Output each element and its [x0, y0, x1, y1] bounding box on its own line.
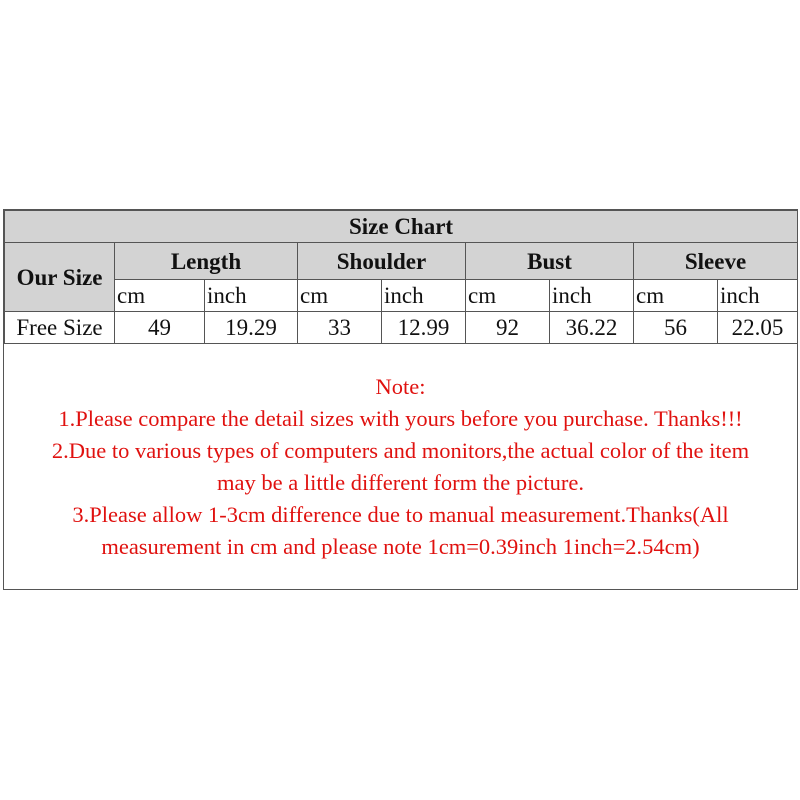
note-line: 3.Please allow 1-3cm difference due to manual measurement.Thanks(All [72, 502, 729, 527]
unit-cell: inch [718, 280, 798, 312]
size-table [4, 210, 798, 344]
notes-block [4, 371, 797, 563]
our-size-header: Our Size [5, 243, 115, 312]
group-header-length: Length [115, 243, 298, 280]
value-cell: 56 [634, 312, 718, 344]
value-cell: 36.22 [550, 312, 634, 344]
note-line: may be a little different form the picture. [217, 470, 584, 495]
unit-cell: inch [205, 280, 298, 312]
unit-cell: inch [550, 280, 634, 312]
note-line: measurement in cm and please note 1cm=0.39inch 1inch=2.54cm) [101, 534, 700, 559]
group-header-bust: Bust [466, 243, 634, 280]
unit-cell: cm [298, 280, 382, 312]
row-label: Free Size [5, 312, 115, 344]
note-heading: Note: [375, 374, 426, 399]
size-chart [3, 209, 798, 590]
group-header-shoulder: Shoulder [298, 243, 466, 280]
note-line: 1.Please compare the detail sizes with yours before you purchase. Thanks!!! [58, 406, 743, 431]
group-header-sleeve: Sleeve [634, 243, 798, 280]
note-line: 2.Due to various types of computers and monitors,the actual color of the item [51, 438, 750, 463]
table-row [5, 312, 798, 344]
unit-cell: cm [634, 280, 718, 312]
value-cell: 12.99 [382, 312, 466, 344]
unit-cell: inch [382, 280, 466, 312]
value-cell: 33 [298, 312, 382, 344]
value-cell: 92 [466, 312, 550, 344]
unit-cell: cm [466, 280, 550, 312]
unit-cell: cm [115, 280, 205, 312]
value-cell: 19.29 [205, 312, 298, 344]
value-cell: 22.05 [718, 312, 798, 344]
table-title: Size Chart [5, 211, 798, 243]
value-cell: 49 [115, 312, 205, 344]
